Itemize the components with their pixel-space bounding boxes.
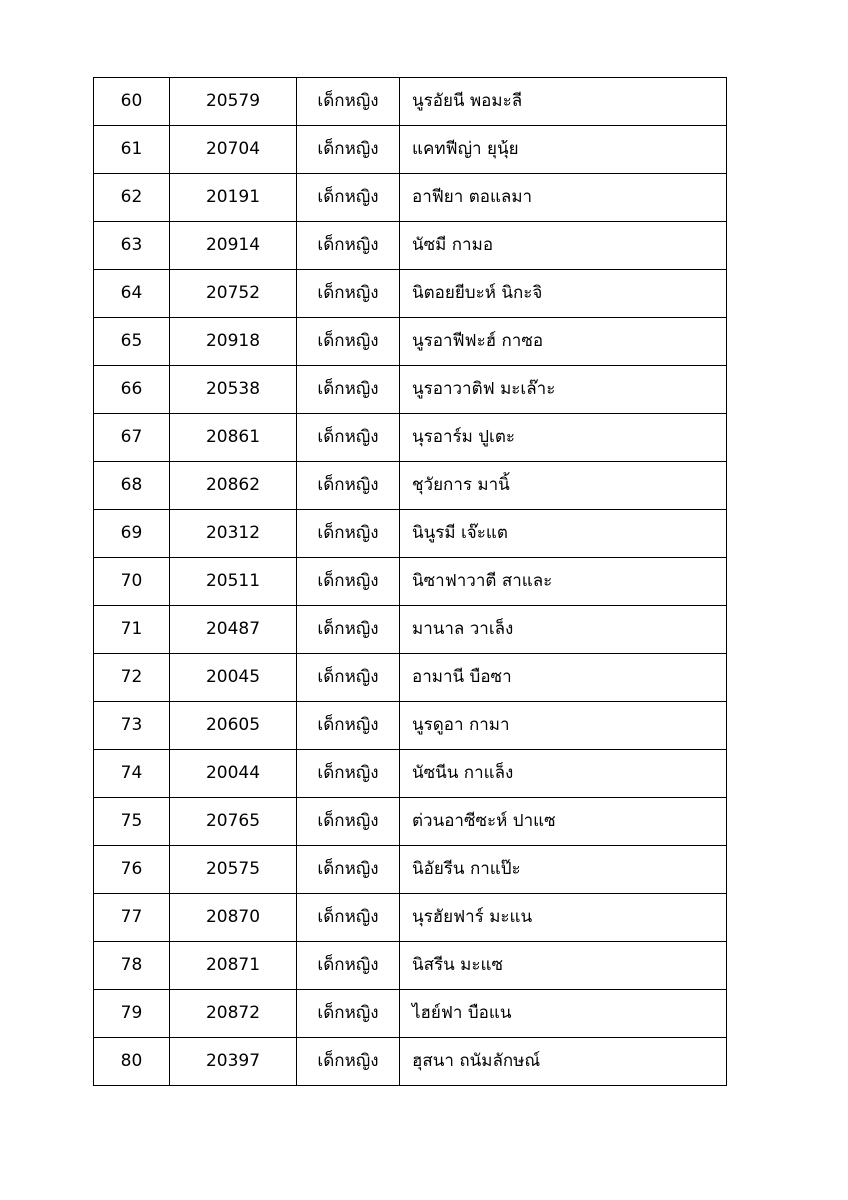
student-id-cell: 20871 — [170, 942, 297, 990]
student-id-cell: 20704 — [170, 126, 297, 174]
student-name-cell: นิอัยรีน กาแป๊ะ — [400, 846, 727, 894]
gender-title-cell: เด็กหญิง — [297, 270, 400, 318]
gender-title-cell: เด็กหญิง — [297, 798, 400, 846]
gender-title-cell: เด็กหญิง — [297, 558, 400, 606]
table-row — [94, 798, 727, 846]
gender-title-cell: เด็กหญิง — [297, 702, 400, 750]
student-name-cell: มานาล วาเล็ง — [400, 606, 727, 654]
gender-title-cell: เด็กหญิง — [297, 366, 400, 414]
student-name-cell: นูรอาฟีฟะฮ์ กาซอ — [400, 318, 727, 366]
gender-title-cell: เด็กหญิง — [297, 174, 400, 222]
table-row — [94, 318, 727, 366]
table-row — [94, 174, 727, 222]
gender-title-cell: เด็กหญิง — [297, 750, 400, 798]
student-name-cell: ต่วนอาซีซะห์ ปาแซ — [400, 798, 727, 846]
student-id-cell: 20579 — [170, 78, 297, 126]
table-row — [94, 462, 727, 510]
table-row — [94, 1038, 727, 1086]
gender-title-cell: เด็กหญิง — [297, 846, 400, 894]
gender-title-cell: เด็กหญิง — [297, 462, 400, 510]
student-name-cell: อามานี บือซา — [400, 654, 727, 702]
student-id-cell: 20870 — [170, 894, 297, 942]
row-number-cell: 77 — [94, 894, 170, 942]
gender-title-cell: เด็กหญิง — [297, 654, 400, 702]
row-number-cell: 68 — [94, 462, 170, 510]
student-id-cell: 20862 — [170, 462, 297, 510]
student-id-cell: 20191 — [170, 174, 297, 222]
row-number-cell: 76 — [94, 846, 170, 894]
table-row — [94, 990, 727, 1038]
row-number-cell: 80 — [94, 1038, 170, 1086]
student-name-cell: ชุวัยการ มานิ้ — [400, 462, 727, 510]
student-name-cell: นูรอัยนี พอมะลี — [400, 78, 727, 126]
table-row — [94, 414, 727, 462]
student-id-cell: 20538 — [170, 366, 297, 414]
gender-title-cell: เด็กหญิง — [297, 78, 400, 126]
student-id-cell: 20575 — [170, 846, 297, 894]
table-row — [94, 894, 727, 942]
student-id-cell: 20397 — [170, 1038, 297, 1086]
student-id-cell: 20605 — [170, 702, 297, 750]
table-row — [94, 270, 727, 318]
student-id-cell: 20511 — [170, 558, 297, 606]
student-id-cell: 20044 — [170, 750, 297, 798]
row-number-cell: 65 — [94, 318, 170, 366]
row-number-cell: 73 — [94, 702, 170, 750]
student-id-cell: 20861 — [170, 414, 297, 462]
row-number-cell: 70 — [94, 558, 170, 606]
gender-title-cell: เด็กหญิง — [297, 990, 400, 1038]
table-row — [94, 846, 727, 894]
gender-title-cell: เด็กหญิง — [297, 894, 400, 942]
gender-title-cell: เด็กหญิง — [297, 510, 400, 558]
student-name-cell: นูรอาวาติฟ มะเล๊าะ — [400, 366, 727, 414]
table-row — [94, 558, 727, 606]
table-row — [94, 702, 727, 750]
row-number-cell: 64 — [94, 270, 170, 318]
student-id-cell: 20487 — [170, 606, 297, 654]
student-id-cell: 20312 — [170, 510, 297, 558]
student-roster-table — [93, 77, 727, 1086]
student-name-cell: นิซาฟาวาตี สาและ — [400, 558, 727, 606]
student-name-cell: นุรอาร์ม ปูเตะ — [400, 414, 727, 462]
student-id-cell: 20914 — [170, 222, 297, 270]
row-number-cell: 69 — [94, 510, 170, 558]
gender-title-cell: เด็กหญิง — [297, 414, 400, 462]
gender-title-cell: เด็กหญิง — [297, 1038, 400, 1086]
student-name-cell: นินูรมี เจ๊ะแต — [400, 510, 727, 558]
row-number-cell: 67 — [94, 414, 170, 462]
table-row — [94, 750, 727, 798]
table-row — [94, 78, 727, 126]
row-number-cell: 74 — [94, 750, 170, 798]
row-number-cell: 78 — [94, 942, 170, 990]
student-id-cell: 20752 — [170, 270, 297, 318]
student-name-cell: อาฟียา ตอแลมา — [400, 174, 727, 222]
table-row — [94, 222, 727, 270]
student-id-cell: 20045 — [170, 654, 297, 702]
gender-title-cell: เด็กหญิง — [297, 942, 400, 990]
row-number-cell: 61 — [94, 126, 170, 174]
student-id-cell: 20765 — [170, 798, 297, 846]
student-id-cell: 20918 — [170, 318, 297, 366]
student-name-cell: นัซมี กามอ — [400, 222, 727, 270]
table-row — [94, 510, 727, 558]
table-row — [94, 606, 727, 654]
student-id-cell: 20872 — [170, 990, 297, 1038]
student-name-cell: นุรฮัยฟาร์ มะแน — [400, 894, 727, 942]
student-name-cell: นิตอยยีบะห์ นิกะจิ — [400, 270, 727, 318]
student-name-cell: แคทฟีญ่า ยุนุ้ย — [400, 126, 727, 174]
gender-title-cell: เด็กหญิง — [297, 222, 400, 270]
table-row — [94, 126, 727, 174]
table-row — [94, 654, 727, 702]
table-row — [94, 942, 727, 990]
gender-title-cell: เด็กหญิง — [297, 606, 400, 654]
student-name-cell: นัซนีน กาแล็ง — [400, 750, 727, 798]
student-name-cell: นิสรีน มะแซ — [400, 942, 727, 990]
row-number-cell: 66 — [94, 366, 170, 414]
row-number-cell: 79 — [94, 990, 170, 1038]
row-number-cell: 75 — [94, 798, 170, 846]
row-number-cell: 62 — [94, 174, 170, 222]
roster-body — [94, 78, 727, 1086]
row-number-cell: 72 — [94, 654, 170, 702]
gender-title-cell: เด็กหญิง — [297, 318, 400, 366]
gender-title-cell: เด็กหญิง — [297, 126, 400, 174]
student-name-cell: ฮุสนา ถนัมลักษณ์ — [400, 1038, 727, 1086]
row-number-cell: 60 — [94, 78, 170, 126]
table-row — [94, 366, 727, 414]
row-number-cell: 71 — [94, 606, 170, 654]
row-number-cell: 63 — [94, 222, 170, 270]
student-name-cell: นูรดูอา กามา — [400, 702, 727, 750]
student-name-cell: ไฮย์ฟา บือแน — [400, 990, 727, 1038]
